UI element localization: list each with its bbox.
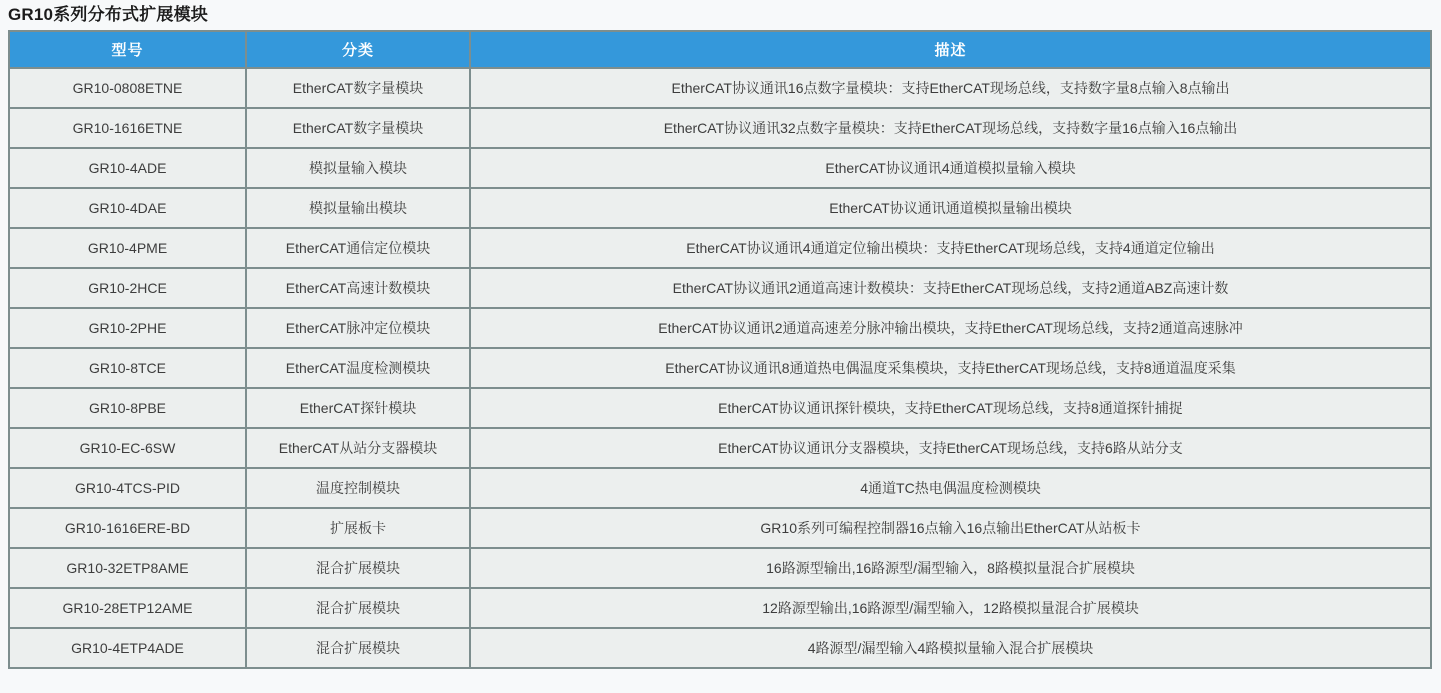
model-cell: GR10-1616ETNE <box>9 108 246 148</box>
category-cell: 模拟量输入模块 <box>246 148 470 188</box>
description-cell: GR10系列可编程控制器16点输入16点输出EtherCAT从站板卡 <box>470 508 1431 548</box>
description-cell: EtherCAT协议通讯分支器模块，支持EtherCAT现场总线，支持6路从站分支 <box>470 428 1431 468</box>
table-row <box>9 228 1431 268</box>
description-cell: EtherCAT协议通讯16点数字量模块：支持EtherCAT现场总线，支持数字量8点输入8点输出 <box>470 68 1431 108</box>
header-model: 型号 <box>9 31 246 68</box>
table-row <box>9 428 1431 468</box>
table-row <box>9 348 1431 388</box>
table-row <box>9 628 1431 668</box>
model-cell: GR10-4ETP4ADE <box>9 628 246 668</box>
table-row <box>9 188 1431 228</box>
table-header-row <box>9 31 1431 68</box>
model-cell: GR10-32ETP8AME <box>9 548 246 588</box>
table-row <box>9 548 1431 588</box>
description-cell: EtherCAT协议通讯探针模块，支持EtherCAT现场总线，支持8通道探针捕捉 <box>470 388 1431 428</box>
model-cell: GR10-1616ERE-BD <box>9 508 246 548</box>
table-row <box>9 388 1431 428</box>
category-cell: 混合扩展模块 <box>246 628 470 668</box>
category-cell: EtherCAT探针模块 <box>246 388 470 428</box>
header-description: 描述 <box>470 31 1431 68</box>
category-cell: 混合扩展模块 <box>246 588 470 628</box>
model-cell: GR10-28ETP12AME <box>9 588 246 628</box>
category-cell: EtherCAT脉冲定位模块 <box>246 308 470 348</box>
table-row <box>9 308 1431 348</box>
table-body <box>9 68 1431 668</box>
page-title: GR10系列分布式扩展模块 <box>8 5 209 24</box>
category-cell: 温度控制模块 <box>246 468 470 508</box>
category-cell: EtherCAT高速计数模块 <box>246 268 470 308</box>
model-cell: GR10-4PME <box>9 228 246 268</box>
table-row <box>9 468 1431 508</box>
header-category: 分类 <box>246 31 470 68</box>
model-cell: GR10-4TCS-PID <box>9 468 246 508</box>
model-cell: GR10-2PHE <box>9 308 246 348</box>
table-row <box>9 68 1431 108</box>
category-cell: EtherCAT通信定位模块 <box>246 228 470 268</box>
model-cell: GR10-4ADE <box>9 148 246 188</box>
model-cell: GR10-2HCE <box>9 268 246 308</box>
table-row <box>9 108 1431 148</box>
table-row <box>9 148 1431 188</box>
description-cell: EtherCAT协议通讯2通道高速差分脉冲输出模块，支持EtherCAT现场总线，支持2通道高速脉冲 <box>470 308 1431 348</box>
table-row <box>9 508 1431 548</box>
description-cell: EtherCAT协议通讯4通道定位输出模块：支持EtherCAT现场总线，支持4通道定位输出 <box>470 228 1431 268</box>
table-row <box>9 588 1431 628</box>
category-cell: 模拟量输出模块 <box>246 188 470 228</box>
description-cell: EtherCAT协议通讯32点数字量模块：支持EtherCAT现场总线，支持数字量16点输入16点输出 <box>470 108 1431 148</box>
model-cell: GR10-8PBE <box>9 388 246 428</box>
category-cell: EtherCAT温度检测模块 <box>246 348 470 388</box>
category-cell: 混合扩展模块 <box>246 548 470 588</box>
category-cell: EtherCAT从站分支器模块 <box>246 428 470 468</box>
model-cell: GR10-8TCE <box>9 348 246 388</box>
category-cell: EtherCAT数字量模块 <box>246 68 470 108</box>
description-cell: EtherCAT协议通讯2通道高速计数模块：支持EtherCAT现场总线，支持2通道ABZ高速计数 <box>470 268 1431 308</box>
category-cell: EtherCAT数字量模块 <box>246 108 470 148</box>
description-cell: 16路源型输出,16路源型/漏型输入，8路模拟量混合扩展模块 <box>470 548 1431 588</box>
description-cell: 12路源型输出,16路源型/漏型输入，12路模拟量混合扩展模块 <box>470 588 1431 628</box>
modules-table <box>8 30 1432 669</box>
description-cell: EtherCAT协议通讯通道模拟量输出模块 <box>470 188 1431 228</box>
description-cell: EtherCAT协议通讯4通道模拟量输入模块 <box>470 148 1431 188</box>
description-cell: 4路源型/漏型输入4路模拟量输入混合扩展模块 <box>470 628 1431 668</box>
description-cell: EtherCAT协议通讯8通道热电偶温度采集模块，支持EtherCAT现场总线，支持8通道温度采集 <box>470 348 1431 388</box>
description-cell: 4通道TC热电偶温度检测模块 <box>470 468 1431 508</box>
model-cell: GR10-EC-6SW <box>9 428 246 468</box>
category-cell: 扩展板卡 <box>246 508 470 548</box>
model-cell: GR10-0808ETNE <box>9 68 246 108</box>
model-cell: GR10-4DAE <box>9 188 246 228</box>
table-row <box>9 268 1431 308</box>
